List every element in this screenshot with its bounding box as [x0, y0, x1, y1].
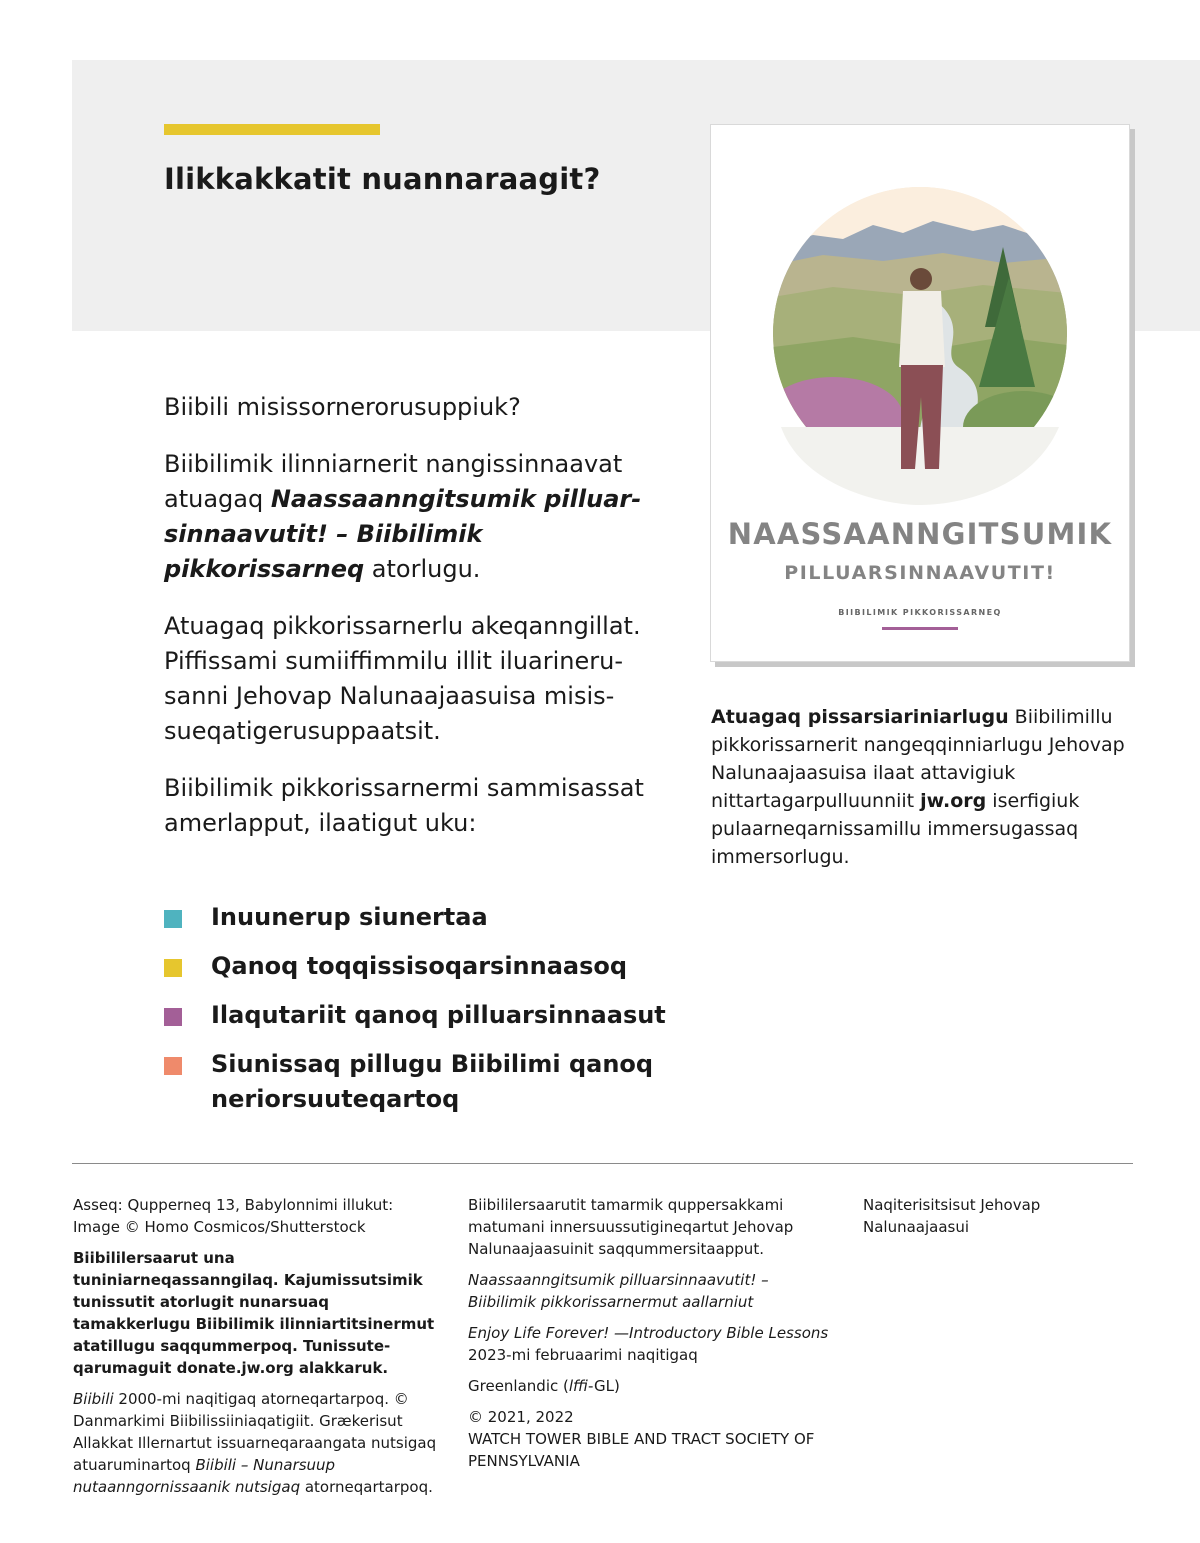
list-item: Inuunerup siunertaa — [164, 900, 684, 935]
intro-paragraph-free: Atuagaq pikkorissarnerlu akeqanngillat. Piffissami sumiiffimmilu illit iluarinerusanni Jehovap Nalunaajaasuisa misissueqatigerusuppaatsit. — [164, 612, 641, 745]
footer-column-credits — [73, 1194, 438, 1507]
intro-question: Biibili misissornerorusuppiuk? — [164, 393, 521, 421]
book-cover-illustration — [773, 187, 1067, 505]
publication-note: Biibililersaarutit tamarmik quppersakkami matumani innersuussutigineqartut Jehovap Nalunaajaasuinit saqqummersitaapput. — [468, 1196, 794, 1258]
book-cover-title: NAASSAANNGITSUMIK — [727, 517, 1113, 551]
square-bullet-icon — [164, 1057, 182, 1075]
publication-title-english: Enjoy Life Forever! —Introductory Bible Lessons 2023-mi februaarimi naqitigaq — [468, 1324, 829, 1364]
image-credit: Asseq: Qupperneq 13, Babylonnimi illukut: Image © Homo Cosmicos/Shutterstock — [73, 1196, 394, 1236]
book-caption: Atuagaq pissarsiariniarlugu Biibilimillu pikkorissarnerit nangeqqinniarlugu Jehovap Nalunaajaasuisa ilaat attavigiuk nittartagarpulluunniit jw.org iserfigiuk pulaarneqarnissamillu immersugassaq immersorlugu. — [711, 706, 1125, 868]
language-code: Greenlandic (lffi-GL) — [468, 1377, 620, 1395]
book-cover-underline — [882, 627, 958, 630]
list-item: Ilaqutariit qanoq pilluarsinnaasut — [164, 998, 684, 1033]
bible-translation-note: Biibili 2000-mi naqitigaq atorneqartarpoq. © Danmarkimi Biibilissiiniaqatigiit. Grækerisut Allakkat Illernartut issuarneqaraangata nutsigaq atuaruminartoq Biibili – Nunarsuup nutaanngornissaanik nutsigaq atorneqartarpoq. — [73, 1390, 437, 1496]
book-cover-subtitle: PILLUARSINNAAVUTIT! — [784, 562, 1056, 584]
page-title: Ilikkakkatit nuannaraagit? — [164, 162, 601, 196]
footer-column-publisher — [863, 1194, 1123, 1247]
accent-bar — [164, 124, 380, 135]
list-item: Qanoq toqqissisoqarsinnaasoq — [164, 949, 684, 984]
copyright: © 2021, 2022 WATCH TOWER BIBLE AND TRACT SOCIETY OF PENNSYLVANIA — [468, 1408, 815, 1470]
footer-divider — [72, 1163, 1133, 1164]
square-bullet-icon — [164, 959, 182, 977]
intro-text — [164, 390, 664, 863]
book-cover — [710, 124, 1130, 662]
intro-paragraph-topics: Biibilimik pikkorissarnermi sammisassat amerlapput, ilaatigut uku: — [164, 774, 644, 837]
list-item: Siunissaq pillugu Biibilimi qanoq neriorsuuteqartoq — [164, 1047, 684, 1117]
topic-list — [164, 900, 684, 1131]
intro-paragraph-book: Biibilimik ilinniarnerit nangissinnaavat atuagaq Naassaanngitsumik pilluarsinnaavutit! – Biibilimik pikkorissarneq atorlugu. — [164, 450, 642, 583]
square-bullet-icon — [164, 1008, 182, 1026]
footer-column-publication — [468, 1194, 838, 1481]
donation-note: Biibililersaarut una tuniniarneqassanngilaq. Kajumissutsimik tunissutit atorlugit nunarsuaq tamakkerlugu Biibilimik ilinniartitsinermut atatillugu saqqummerpoq. Tunissuteqarumaguit donate.jw.org alakkaruk. — [73, 1249, 435, 1377]
book-title-inline: Naassaanngitsumik pilluarsinnaavutit! – Biibilimik pikkorissarneq — [164, 485, 642, 583]
square-bullet-icon — [164, 910, 182, 928]
book-cover-series: BIIBILIMIK PIKKORISSARNEQ — [838, 608, 1002, 617]
publication-title-local: Naassaanngitsumik pilluarsinnaavutit! – Biibilimik pikkorissarnermut aallarniut — [468, 1271, 769, 1311]
website-link[interactable]: jw.org — [920, 790, 987, 812]
publisher: Naqiterisitsisut Jehovap Nalunaajaasui — [863, 1196, 1041, 1236]
